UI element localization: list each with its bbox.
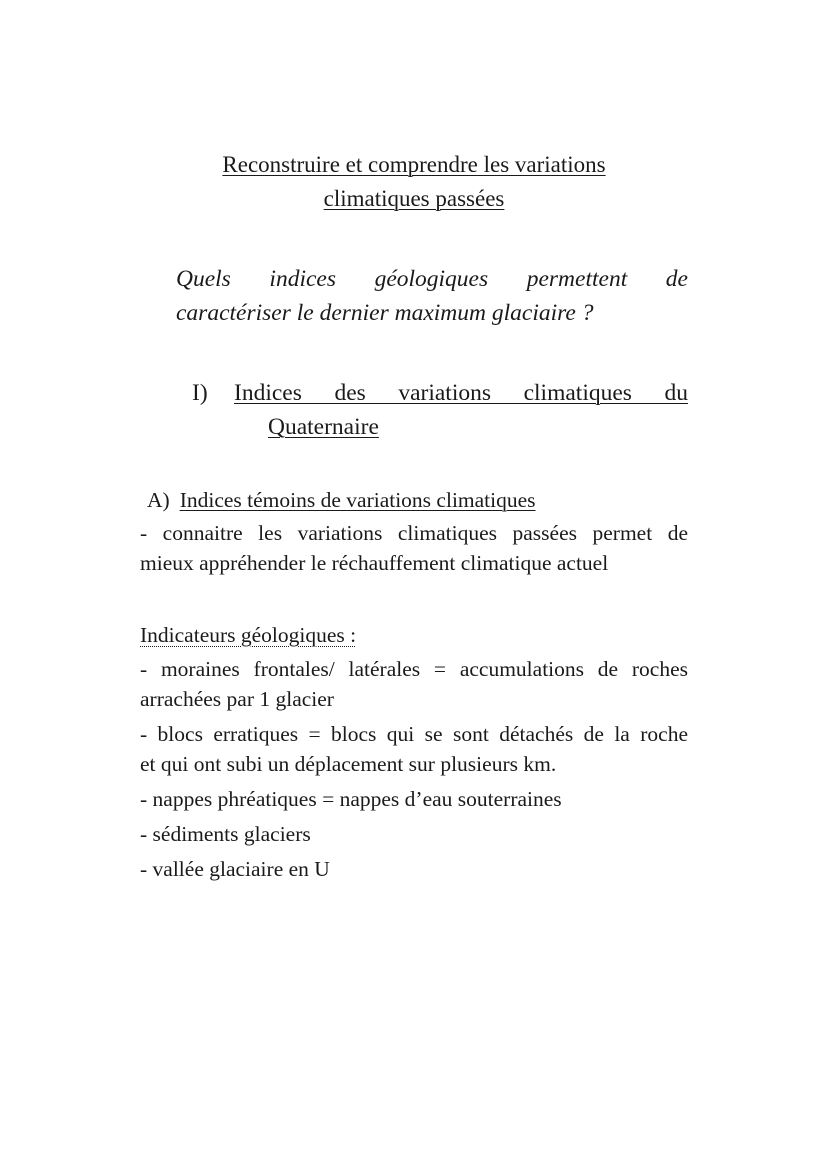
list-item <box>140 819 688 849</box>
document-title <box>140 148 688 216</box>
list-item <box>140 854 688 884</box>
intro-line-1: - connaitre les variations climatiques passées permet de <box>140 521 688 545</box>
indicators-title: Indicateurs géologiques : <box>140 623 357 647</box>
title-line-2: climatiques passées <box>323 186 505 211</box>
list-item-line-2: arrachées par 1 glacier <box>140 687 334 711</box>
list-item-line-2: et qui ont subi un déplacement sur plusieurs km. <box>140 752 557 776</box>
section-number: I) <box>192 380 208 406</box>
intro-paragraph <box>140 518 688 578</box>
question-line-2: caractériser le dernier maximum glaciaire ? <box>176 300 594 326</box>
section-heading-line-1: Indices des variations climatiques du <box>234 380 688 406</box>
question-line-1: Quels indices géologiques permettent de <box>176 266 688 292</box>
subsection-heading <box>147 485 536 515</box>
list-item-line-1: - nappes phréatiques = nappes d’eau souterraines <box>140 787 562 811</box>
title-line-1: Reconstruire et comprendre les variations <box>222 152 606 177</box>
section-heading-line-2: Quaternaire <box>268 414 379 440</box>
subsection-label: A) <box>147 488 170 512</box>
indicators-list <box>140 654 688 889</box>
guiding-question <box>176 262 688 330</box>
list-item-line-1: - sédiments glaciers <box>140 822 311 846</box>
intro-line-2: mieux appréhender le réchauffement climatique actuel <box>140 551 609 575</box>
list-item <box>140 654 688 714</box>
list-item-line-1: - moraines frontales/ latérales = accumulations de roches <box>140 657 688 681</box>
list-item-line-1: - blocs erratiques = blocs qui se sont détachés de la roche <box>140 722 688 746</box>
list-item-line-1: - vallée glaciaire en U <box>140 857 330 881</box>
list-item <box>140 719 688 779</box>
subsection-title: Indices témoins de variations climatiques <box>179 488 536 512</box>
list-item <box>140 784 688 814</box>
